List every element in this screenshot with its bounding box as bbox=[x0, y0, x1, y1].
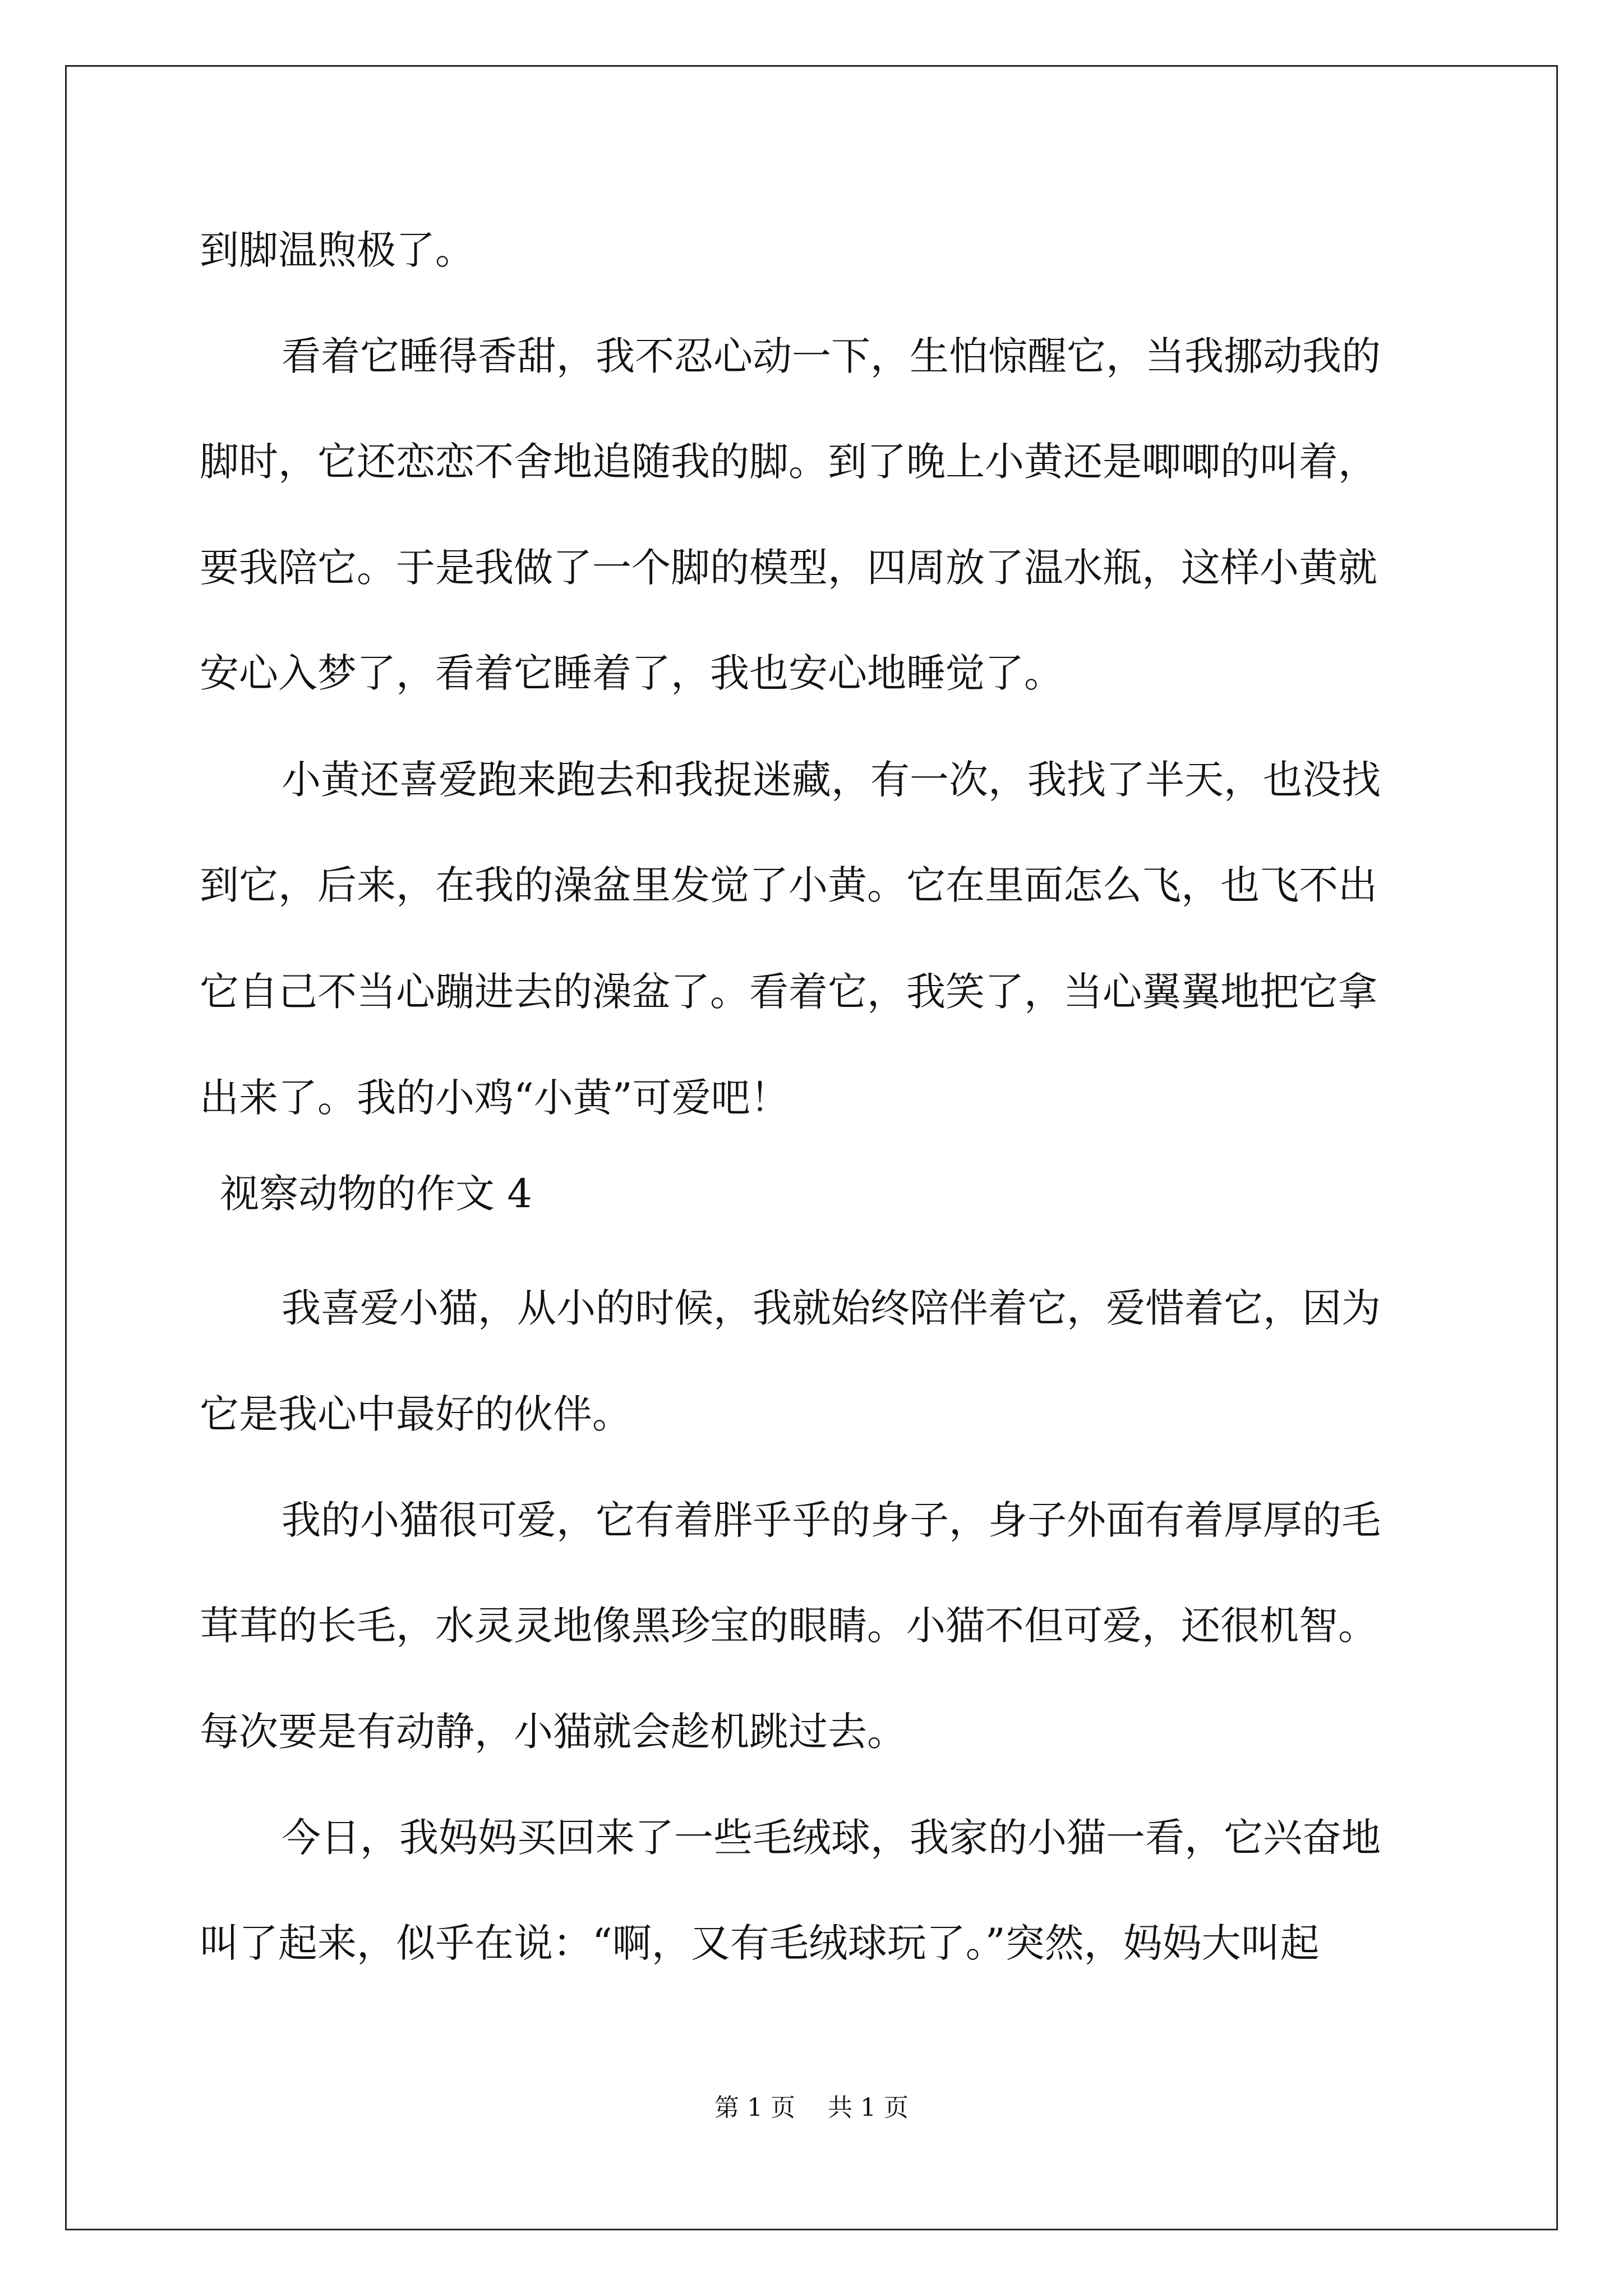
text-line: 它自己不当心蹦进去的澡盆了。看着它，我笑了，当心翼翼地把它拿 bbox=[200, 969, 1377, 1015]
text-line: 叫了起来，似乎在说：“啊，又有毛绒球玩了。”突然，妈妈大叫起 bbox=[200, 1920, 1320, 1966]
text-line: 要我陪它。于是我做了一个脚的模型，四周放了温水瓶，这样小黄就 bbox=[200, 545, 1377, 591]
text-line: 出来了。我的小鸡“小黄”可爱吧！ bbox=[200, 1075, 790, 1121]
text-line: 看着它睡得香甜，我不忍心动一下，生怕惊醒它，当我挪动我的 bbox=[282, 333, 1381, 379]
text-line: 今日，我妈妈买回来了一些毛绒球，我家的小猫一看，它兴奋地 bbox=[282, 1815, 1381, 1861]
text-line: 我的小猫很可爱，它有着胖乎乎的身子，身子外面有着厚厚的毛 bbox=[282, 1497, 1381, 1543]
text-line: 到它，后来，在我的澡盆里发觉了小黄。它在里面怎么飞，也飞不出 bbox=[200, 862, 1377, 908]
page-total: 共 1 页 bbox=[828, 2093, 909, 2122]
text-line: 脚时，它还恋恋不舍地追随我的脚。到了晚上小黄还是唧唧的叫着， bbox=[200, 439, 1377, 485]
text-line: 我喜爱小猫，从小的时候，我就始终陪伴着它，爱惜着它，因为 bbox=[282, 1285, 1381, 1331]
page-number: 第 1 页 bbox=[714, 2093, 795, 2122]
section-heading: 视察动物的作文 4 bbox=[220, 1171, 532, 1217]
page-footer bbox=[0, 2091, 1623, 2125]
text-line: 安心入梦了，看着它睡着了，我也安心地睡觉了。 bbox=[200, 650, 1063, 696]
text-line: 茸茸的长毛，水灵灵地像黑珍宝的眼睛。小猫不但可爱，还很机智。 bbox=[200, 1603, 1377, 1649]
text-line: 到脚温煦极了。 bbox=[200, 227, 474, 273]
document-body bbox=[200, 0, 1433, 2296]
text-line: 它是我心中最好的伙伴。 bbox=[200, 1391, 631, 1437]
text-line: 每次要是有动静，小猫就会趁机跳过去。 bbox=[200, 1709, 906, 1755]
text-line: 小黄还喜爱跑来跑去和我捉迷藏，有一次，我找了半天，也没找 bbox=[282, 757, 1381, 803]
